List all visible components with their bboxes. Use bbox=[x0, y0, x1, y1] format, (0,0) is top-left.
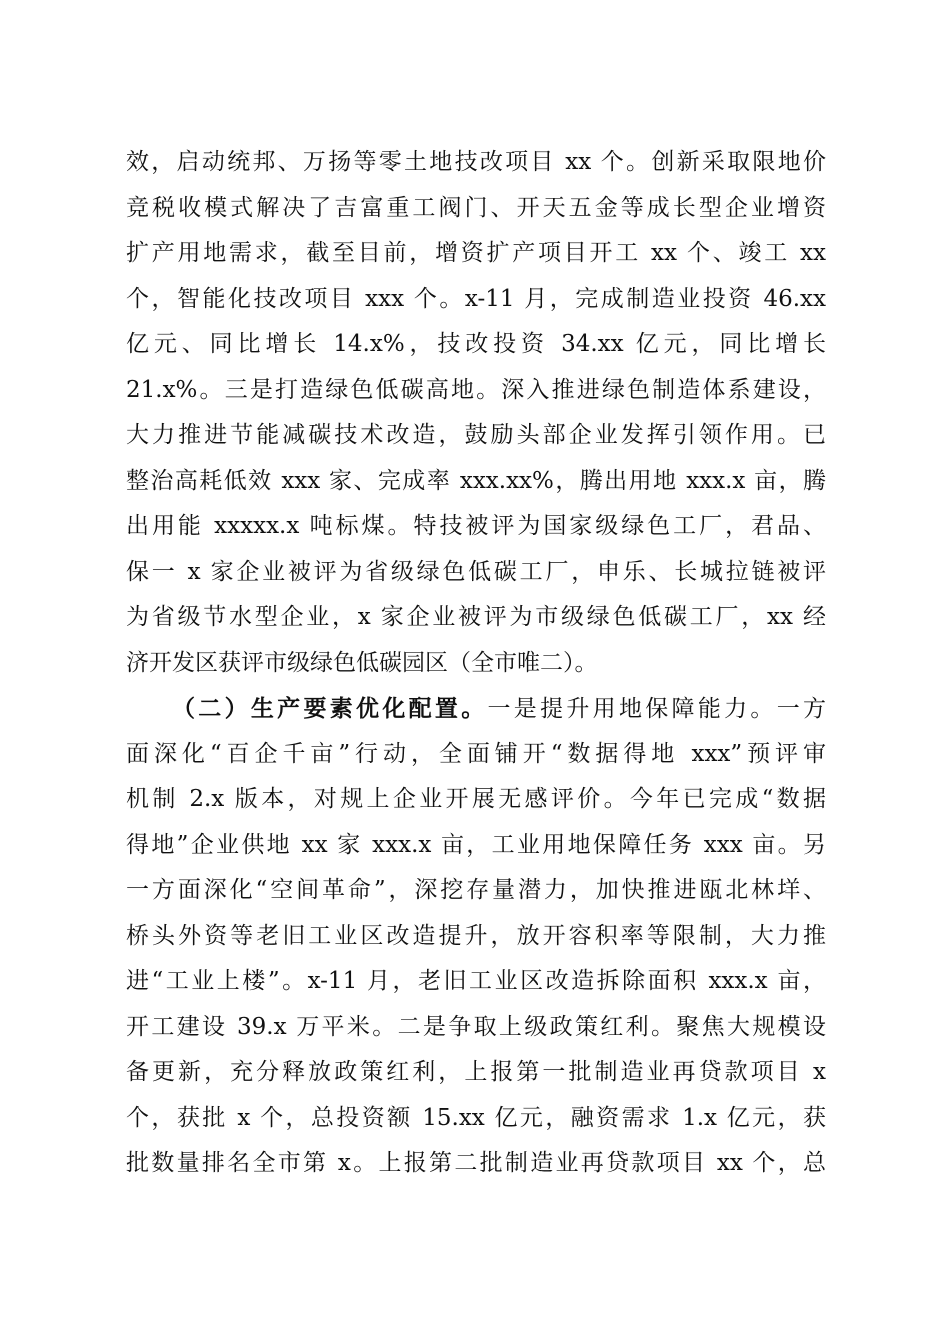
text-line: 机制 2.x 版本，对规上企业开展无感评价。今年已完成“数据 bbox=[126, 786, 826, 812]
text-line: 济开发区获评市级绿色低碳园区（全市唯二）。 bbox=[126, 649, 598, 676]
text-line: 出用能 xxxxx.x 吨标煤。特技被评为国家级绿色工厂，君品、 bbox=[126, 513, 826, 539]
text-line: 为省级节水型企业，x 家企业被评为市级绿色低碳工厂，xx 经 bbox=[126, 604, 826, 630]
text-line: 进“工业上楼”。x-11 月，老旧工业区改造拆除面积 xxx.x 亩， bbox=[126, 968, 826, 994]
text-line: 大力推进节能减碳技术改造，鼓励头部企业发挥引领作用。已 bbox=[126, 422, 826, 448]
section-2-first-line bbox=[126, 686, 826, 732]
text-line: 个，智能化技改项目 xxx 个。x-11 月，完成制造业投资 46.xx bbox=[126, 285, 826, 312]
section-2-heading: （二）生产要素优化配置。 bbox=[172, 695, 488, 722]
text-line: 21.x%。三是打造绿色低碳高地。深入推进绿色制造体系建设， bbox=[126, 376, 826, 403]
text-line: 个，获批 x 个，总投资额 15.xx 亿元，融资需求 1.x 亿元，获 bbox=[126, 1104, 826, 1131]
text-line: 亿元、同比增长 14.x%，技改投资 34.xx 亿元，同比增长 bbox=[126, 331, 826, 357]
section-2-first-line-text: 一是提升用地保障能力。一方 bbox=[487, 696, 826, 722]
document-body bbox=[126, 140, 826, 1187]
text-line: 批数量排名全市第 x。上报第二批制造业再贷款项目 xx 个，总 bbox=[126, 1150, 826, 1176]
text-line: 桥头外资等老旧工业区改造提升，放开容积率等限制，大力推 bbox=[126, 922, 826, 949]
text-line: 效，启动统邦、万扬等零土地技改项目 xx 个。创新采取限地价 bbox=[126, 149, 826, 175]
text-line: 一方面深化“空间革命”，深挖存量潜力，加快推进瓯北林垟、 bbox=[126, 877, 826, 903]
text-line: 面深化“百企千亩”行动，全面铺开“数据得地 xxx”预评审 bbox=[126, 740, 826, 767]
text-line: 整治高耗低效 xxx 家、完成率 xxx.xx%，腾出用地 xxx.x 亩，腾 bbox=[126, 467, 826, 494]
text-line: 得地”企业供地 xx 家 xxx.x 亩，工业用地保障任务 xxx 亩。另 bbox=[126, 831, 826, 858]
text-line: 扩产用地需求，截至目前，增资扩产项目开工 xx 个、竣工 xx bbox=[126, 240, 826, 266]
text-line: 备更新，充分释放政策红利，上报第一批制造业再贷款项目 x bbox=[126, 1059, 826, 1085]
text-line: 开工建设 39.x 万平米。二是争取上级政策红利。聚焦大规模设 bbox=[126, 1013, 826, 1040]
text-line: 保一 x 家企业被评为省级绿色低碳工厂，申乐、长城拉链被评 bbox=[126, 558, 826, 585]
text-line: 竞税收模式解决了吉富重工阀门、开天五金等成长型企业增资 bbox=[126, 194, 826, 221]
